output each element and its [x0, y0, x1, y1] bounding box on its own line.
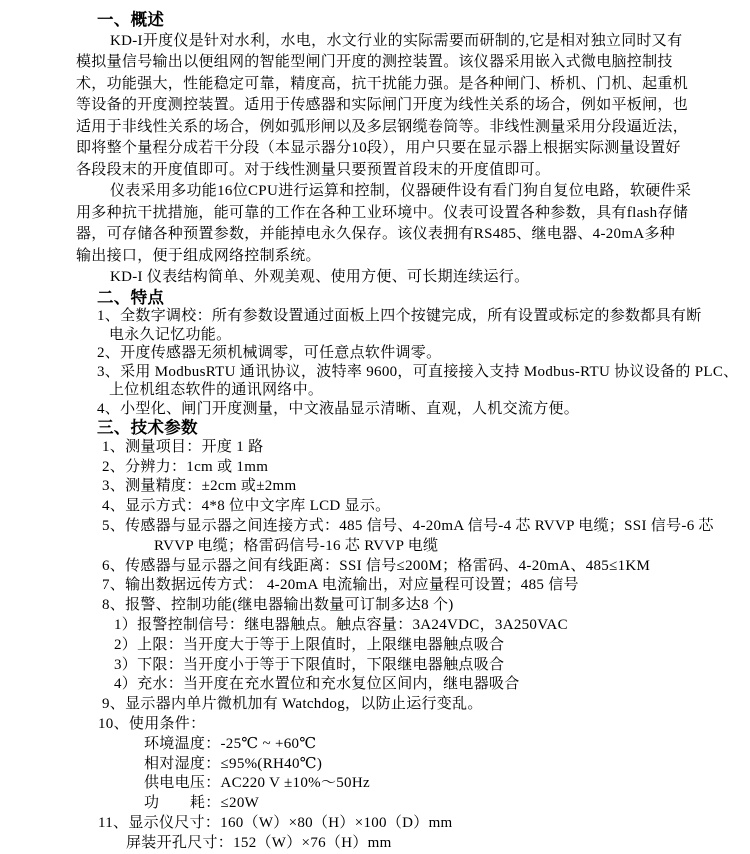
doc-line: 11、显示仪尺寸：160（W）×80（H）×100（D）mm: [98, 814, 453, 831]
doc-line: 功 耗：≤20W: [144, 795, 260, 812]
doc-line: 4、小型化、闸门开度测量，中文液晶显示清晰、直观，人机交流方便。: [97, 400, 580, 417]
section-heading: 二、特点: [97, 287, 165, 307]
doc-line: 屏装开孔尺寸：152（W）×76（H）mm: [126, 834, 392, 851]
section-heading: 一、概述: [97, 10, 165, 29]
doc-line: 术，功能强大，性能稳定可靠，精度高，抗干扰能力强。是各种闸门、桥机、门机、起重机: [76, 75, 689, 92]
doc-line: RVVP 电缆；格雷码信号-16 芯 RVVP 电缆: [154, 537, 439, 554]
doc-line: 2）上限：当开度大于等于上限值时，上限继电器触点吸合: [114, 636, 505, 653]
doc-line: 10、使用条件：: [98, 715, 206, 732]
doc-line: 电永久记忆功能。: [109, 326, 232, 343]
section-features: [76, 287, 739, 419]
doc-line: 2、分辨力：1cm 或 1mm: [102, 458, 269, 475]
doc-line: 6、传感器与显示器之间有线距离：SSI 信号≤200M；格雷码、4-20mA、485≤1KM: [102, 557, 651, 574]
doc-line: 4、显示方式：4*8 位中文字库 LCD 显示。: [102, 498, 391, 515]
doc-line: 1）报警控制信号：继电器触点。触点容量：3A24VDC，3A250VAC: [114, 616, 568, 633]
doc-line: 3、采用 ModbusRTU 通讯协议，波特率 9600，可直接接入支持 Modbus-RTU 协议设备的 PLC、: [97, 363, 739, 380]
doc-line: 3、测量精度：±2cm 或±2mm: [102, 478, 297, 495]
doc-line: 供电电压：AC220 V ±10%～50Hz: [144, 775, 370, 792]
doc-line: 4）充水：当开度在充水置位和充水复位区间内，继电器吸合: [114, 676, 520, 693]
doc-line: 7、输出数据远传方式： 4-20mA 电流输出，对应量程可设置；485 信号: [102, 577, 579, 594]
doc-line: 2、开度传感器无须机械调零，可任意点软件调零。: [97, 345, 442, 361]
doc-line: 用多种抗干扰措施，能可靠的工作在各种工业环境中。仪表可设置各种参数，具有flash存储: [76, 204, 689, 221]
doc-line: 即将整个量程分成若干分段（本显示器分10段），用户只要在显示器上根据实际测量设置好: [76, 140, 681, 156]
section-overview: [76, 9, 732, 289]
doc-line: 仪表采用多功能16位CPU进行运算和控制，仪器硬件设有看门狗自复位电路，软硬件采: [110, 183, 692, 199]
section-heading: 三、技术参数: [97, 418, 198, 437]
doc-line: 相对湿度：≤95%(RH40℃): [144, 755, 323, 772]
doc-line: 1、全数字调校：所有参数设置通过面板上四个按键完成，所有设置或标定的参数都具有断: [97, 308, 702, 324]
section-specs: [76, 418, 732, 854]
doc-line: 输出接口，便于组成网络控制系统。: [76, 247, 321, 264]
doc-line: 各段段末的开度值即可。对于线性测量只要预置首段末的开度值即可。: [76, 161, 551, 178]
doc-line: 器，可存储各种预置参数，并能掉电永久保存。该仪表拥有RS485、继电器、4-20mA多种: [76, 226, 676, 242]
doc-line: KD-I 仪表结构简单、外观美观、使用方便、可长期连续运行。: [110, 269, 530, 285]
doc-line: 5、传感器与显示器之间连接方式：485 信号、4-20mA 信号-4 芯 RVVP 电缆；SSI 信号-6 芯: [102, 517, 714, 534]
doc-line: 9、显示器内单片微机加有 Watchdog，以防止运行变乱。: [102, 696, 483, 713]
doc-line: 3）下限：当开度小于等于下限值时，下限继电器触点吸合: [114, 656, 505, 673]
doc-line: 1、测量项目：开度 1 路: [102, 438, 264, 455]
doc-line: 8、报警、控制功能(继电器输出数量可订制多达8 个): [102, 597, 454, 614]
doc-line: 模拟量信号输出以便组网的智能型闸门开度的测控装置。该仪器采用嵌入式微电脑控制技: [76, 54, 673, 70]
doc-line: KD-I开度仪是针对水利，水电，水文行业的实际需要而研制的,它是相对独立同时又有: [110, 32, 683, 49]
doc-line: 等设备的开度测控装置。适用于传感器和实际闸门开度为线性关系的场合，例如平板闸，也: [76, 97, 689, 113]
doc-line: 环境温度：-25℃ ~ +60℃: [144, 735, 317, 752]
doc-line: 上位机组态软件的通讯网络中。: [109, 382, 324, 398]
doc-line: 适用于非线性关系的场合，例如弧形闸以及多层钢缆卷筒等。非线性测量采用分段逼近法，: [76, 118, 689, 135]
